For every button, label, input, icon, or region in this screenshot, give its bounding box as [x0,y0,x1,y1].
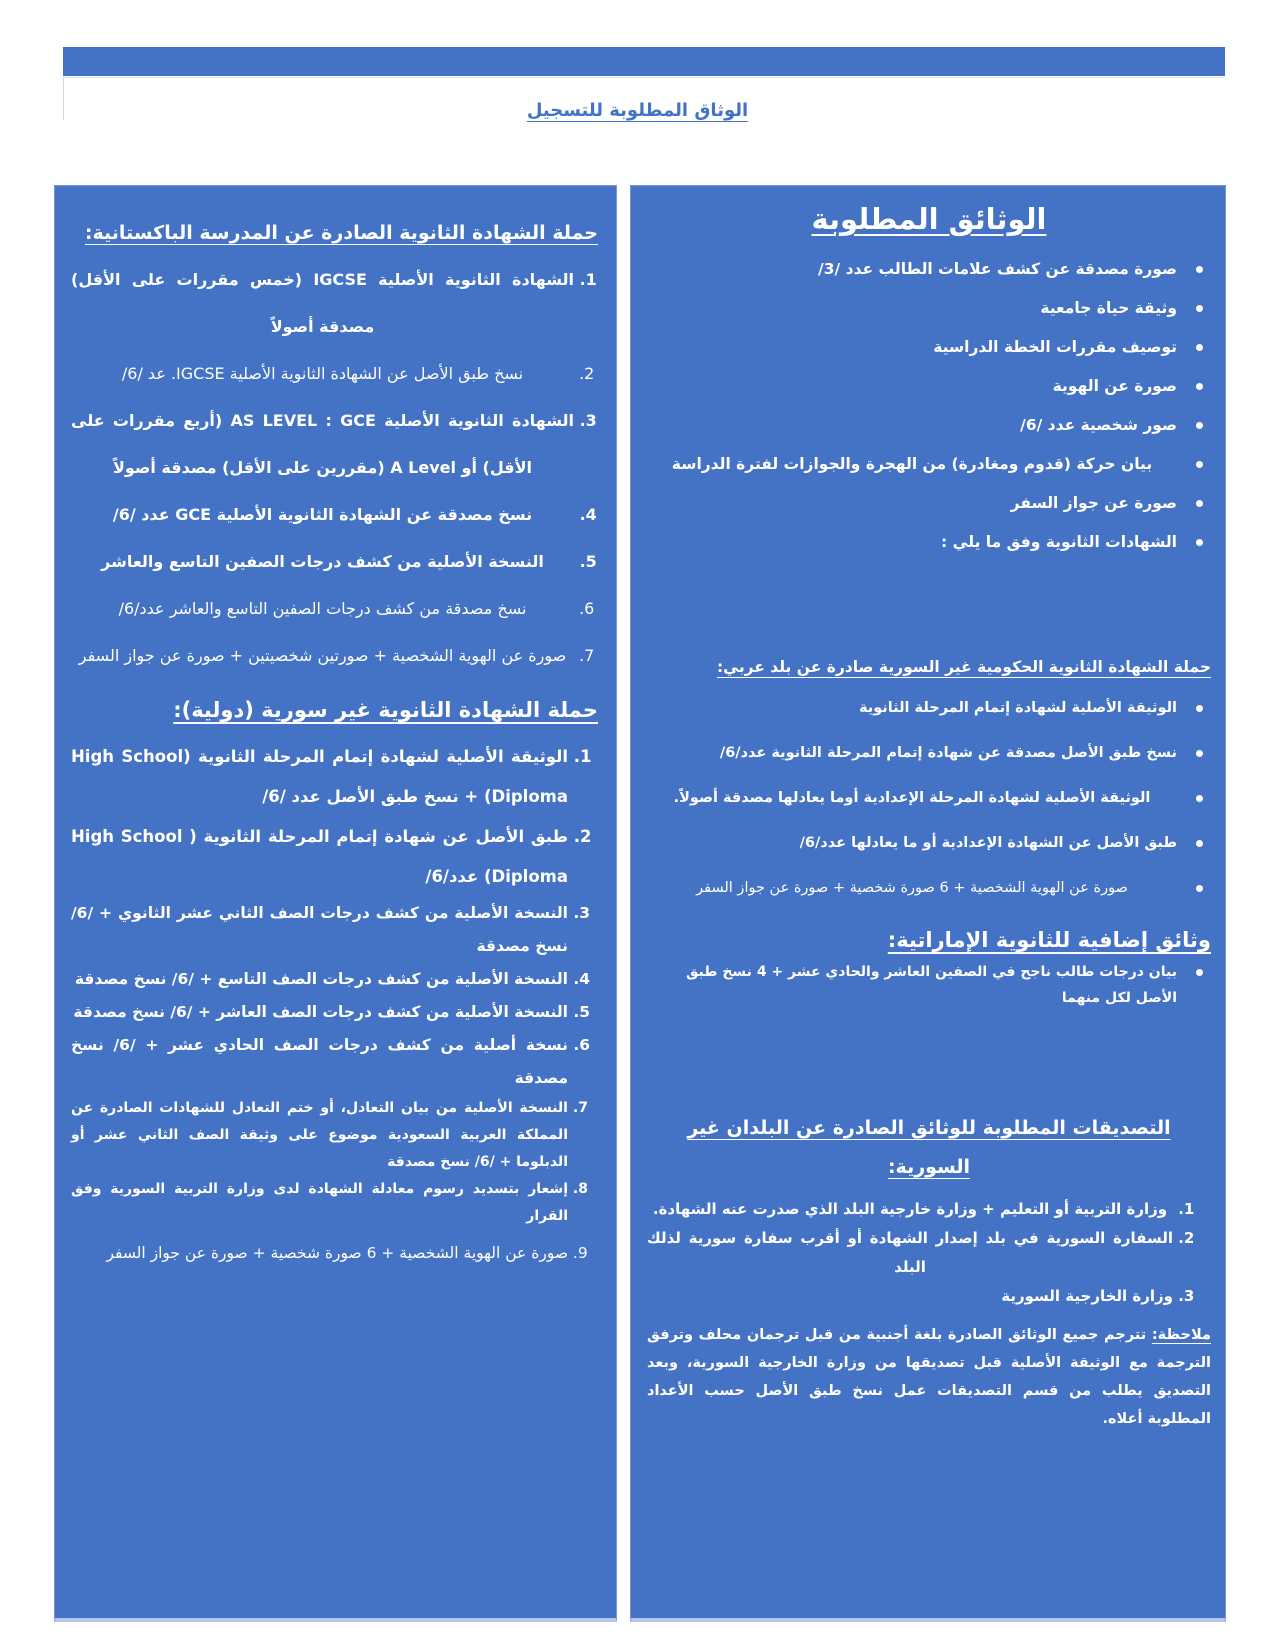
list-item-text: النسخة الأصلية من بيان التعادل، أو ختم التعادل للشهادات الصادرة عن المملكة العربية السعودية موضوع على وثيقة الصف الثاني عشر أو الدبلوما + /6/ نسخ مصدقة [71,1100,568,1170]
list-item [71,737,568,817]
note-text: تترجم جميع الوثائق الصادرة بلغة أجنبية من قبل ترجمان محلف وترفق الترجمة مع الوثيقة الأصلية قبل تصديقها من وزارة الخارجية السورية، وبعد التصديق يطلب من قسم التصديقات عمل نسخ طبق الأصل حسب الأعداد المطلوبة أعلاه. [647,1327,1211,1427]
list-item-text: توصيف مقررات الخطة الدراسية [933,338,1177,356]
list-item-text: بيان درجات طالب ناجح في الصفين العاشر والحادي عشر + 4 نسخ طبق الأصل لكل منهما [685,964,1177,1006]
list-item-text: صور شخصية عدد /6/ [1020,416,1177,434]
list-item-text: الوثيقة الأصلية لشهادة إتمام المرحلة الثانوية (High School Diploma) + نسخ طبق الأصل عدد /6/ [71,747,568,806]
list-item [71,397,574,491]
list-item-text: طبق الأصل عن شهادة إتمام المرحلة الثانوية ( High School Diploma) عدد/6/ [71,827,568,886]
list-item [71,897,568,963]
international-certificate-list [71,737,598,1276]
list-item-text: صورة عن جواز السفر [1010,494,1177,512]
list-item-text: النسخة الأصلية من كشف درجات الصف العاشر + /6/ نسخ مصدقة [73,1003,568,1021]
list-item [71,963,568,996]
list-item-text: وزارة الخارجية السورية [1001,1287,1173,1305]
list-item-text: نسخ طبق الأصل عن الشهادة الثانوية الأصلية IGCSE. عد /6/ [121,364,524,383]
list-item-text: وثيقة حياة جامعية [1040,299,1177,317]
left-column-box [54,185,617,1622]
uae-additional-documents-heading: وثائق إضافية للثانوية الإماراتية: [887,928,1211,952]
list-item [71,1029,568,1095]
list-item-text: الوثيقة الأصلية لشهادة المرحلة الإعدادية أوما يعادلها مصدقة أصولاً. [673,790,1151,806]
list-item-text: صورة عن الهوية الشخصية + 6 صورة شخصية + صورة عن جواز السفر [106,1244,568,1262]
list-item [647,866,1211,911]
pakistani-certificate-heading: حملة الشهادة الثانوية الصادرة عن المدرسة الباكستانية: [84,222,598,244]
list-item-text: الشهادة الثانوية الأصلية AS LEVEL : GCE (أربع مقررات على الأقل) أو A Level (مقررين على الأقل) مصدقة أصولاً [71,411,575,477]
list-item [647,1224,1173,1282]
list-item-text: الوثيقة الأصلية لشهادة إتمام المرحلة الثانوية [858,700,1177,716]
list-item [647,484,1211,523]
list-item [647,445,1211,484]
page-title: الوثاق المطلوبة للتسجيل [526,100,749,121]
list-item-text: صورة عن الهوية [1052,377,1177,395]
list-item [71,1230,568,1276]
list-item-text: بيان حركة (قدوم ومغادرة) من الهجرة والجوازات لفترة الدراسة [671,455,1153,473]
list-item-text: إشعار بتسديد رسوم معادلة الشهادة لدى وزارة التربية السورية وفق القرار [71,1181,568,1224]
list-item [71,817,568,897]
list-item [647,1282,1173,1311]
list-item [647,250,1211,289]
required-documents-title: الوثائق المطلوبة [811,202,1047,236]
list-item-text: طبق الأصل عن الشهادة الإعدادية أو ما يعادلها عدد/6/ [799,835,1177,851]
list-item-text: النسخة الأصلية من كشف درجات الصفين التاسع والعاشر [101,552,544,571]
list-item [647,821,1211,866]
list-item-text: السفارة السورية في بلد إصدار الشهادة أو أقرب سفارة سورية لذلك البلد [647,1229,1173,1276]
list-item-text: النسخة الأصلية من كشف درجات الصف التاسع + /6/ نسخ مصدقة [74,970,568,988]
top-bar-decoration [63,47,1225,76]
list-item [71,538,574,585]
list-item-text: الشهادة الثانوية الأصلية IGCSE (خمس مقررات على الأقل) مصدقة أصولاً [71,270,574,336]
list-item [647,406,1211,445]
list-item [647,1195,1173,1224]
list-item [71,256,574,350]
list-item [647,367,1211,406]
list-item-text: الشهادات الثانوية وفق ما يلي : [940,533,1177,551]
list-item-text: نسخ مصدقة من كشف درجات الصفين التاسع والعاشر عدد/6/ [118,599,527,618]
note-label: ملاحظة: [1151,1327,1211,1343]
list-item-text: نسخة أصلية من كشف درجات الصف الحادي عشر + /6/ نسخ مصدقة [71,1036,568,1087]
list-item [71,350,574,397]
arab-country-certificate-heading: حملة الشهادة الثانوية الحكومية غير السورية صادرة عن بلد عربي: [716,658,1211,676]
arab-country-certificate-list [647,686,1211,911]
list-item-text: نسخ مصدقة عن الشهادة الثانوية الأصلية GCE عدد /6/ [112,505,533,524]
required-documents-list [647,250,1211,562]
attestations-heading: التصديقات المطلوبة للوثائق الصادرة عن البلدان غير السورية: [687,1117,1171,1178]
list-item-text: النسخة الأصلية من كشف درجات الصف الثاني عشر الثانوي + /6/ نسخ مصدقة [71,904,568,955]
list-item [647,731,1211,776]
international-certificate-heading: حملة الشهادة الثانوية غير سورية (دولية): [173,698,598,722]
list-item-text: وزارة التربية أو التعليم + وزارة خارجية البلد الذي صدرت عنه الشهادة. [652,1200,1168,1218]
list-item [647,776,1211,821]
list-item [71,1176,568,1230]
translation-note [647,1321,1211,1433]
list-item [647,289,1211,328]
list-item-text: صورة عن الهوية الشخصية + 6 صورة شخصية + صورة عن جواز السفر [696,880,1128,896]
list-item [647,523,1211,562]
right-column-box [630,185,1226,1622]
list-item [71,1095,568,1176]
uae-additional-documents-list [647,959,1211,1011]
list-item-text: صورة عن الهوية الشخصية + صورتين شخصيتين + صورة عن جواز السفر [78,646,567,665]
list-item [71,585,574,632]
list-item [71,996,568,1029]
list-item [647,328,1211,367]
list-item-text: صورة مصدقة عن كشف علامات الطالب عدد /3/ [818,260,1177,278]
list-item [71,491,574,538]
list-item [647,959,1211,1011]
list-item [71,632,574,679]
list-item-text: نسخ طبق الأصل مصدقة عن شهادة إتمام المرحلة الثانوية عدد/6/ [719,745,1177,761]
attestations-list [647,1195,1211,1311]
list-item [647,686,1211,731]
pakistani-certificate-list [71,256,598,679]
